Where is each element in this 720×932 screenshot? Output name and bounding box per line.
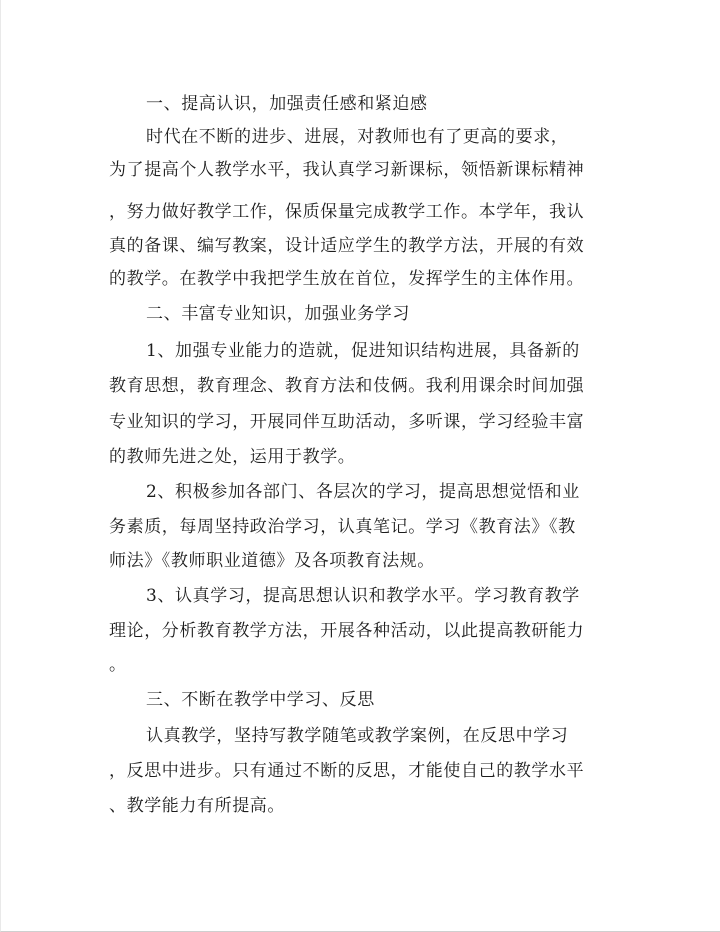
- paragraph-line: ，反思中进步。只有通过不断的反思，才能使自己的教学水平: [109, 761, 585, 781]
- paragraph-line: 师法》《教师职业道德》及各项教育法规。: [109, 551, 435, 571]
- paragraph-line: 的教学。在教学中我把学生放在首位，发挥学生的主体作用。: [109, 269, 585, 289]
- paragraph-line: 1、加强专业能力的造就，促进知识结构进展，具备新的: [146, 341, 580, 361]
- paragraph-line: ，努力做好教学工作，保质保量完成教学工作。本学年，我认: [109, 202, 585, 222]
- paragraph-line: 时代在不断的进步、进展，对教师也有了更高的要求，: [146, 127, 569, 147]
- paragraph-line: 的教师先进之处，运用于教学。: [109, 447, 356, 467]
- paragraph-line: 认真教学，坚持写教学随笔或教学案例，在反思中学习: [146, 726, 569, 746]
- paragraph-line: 专业知识的学习，开展同伴互助活动，多听课，学习经验丰富: [109, 412, 585, 432]
- paragraph-line: 教育思想，教育理念、教育方法和伎俩。我利用课余时间加强: [109, 376, 585, 396]
- paragraph-line: 为了提高个人教学水平，我认真学习新课标，领悟新课标精神: [109, 160, 585, 180]
- paragraph-line: 真的备课、编写教案，设计适应学生的教学方法，开展的有效: [109, 236, 585, 256]
- paragraph-line: 理论，分析教育教学方法，开展各种活动，以此提高教研能力: [109, 621, 585, 641]
- paragraph-line: 、教学能力有所提高。: [109, 796, 285, 816]
- heading-section-2: 二、丰富专业知识，加强业务学习: [146, 304, 410, 324]
- paragraph-line: 。: [109, 655, 127, 675]
- paragraph-line: 2、积极参加各部门、各层次的学习，提高思想觉悟和业: [146, 482, 580, 502]
- paragraph-line: 务素质，每周坚持政治学习，认真笔记。学习《教育法》《教: [109, 517, 576, 537]
- heading-section-1: 一、提高认识，加强责任感和紧迫感: [146, 94, 428, 114]
- heading-section-3: 三、不断在教学中学习、反思: [146, 690, 375, 710]
- paragraph-line: 3、认真学习，提高思想认识和教学水平。学习教育教学: [146, 586, 580, 606]
